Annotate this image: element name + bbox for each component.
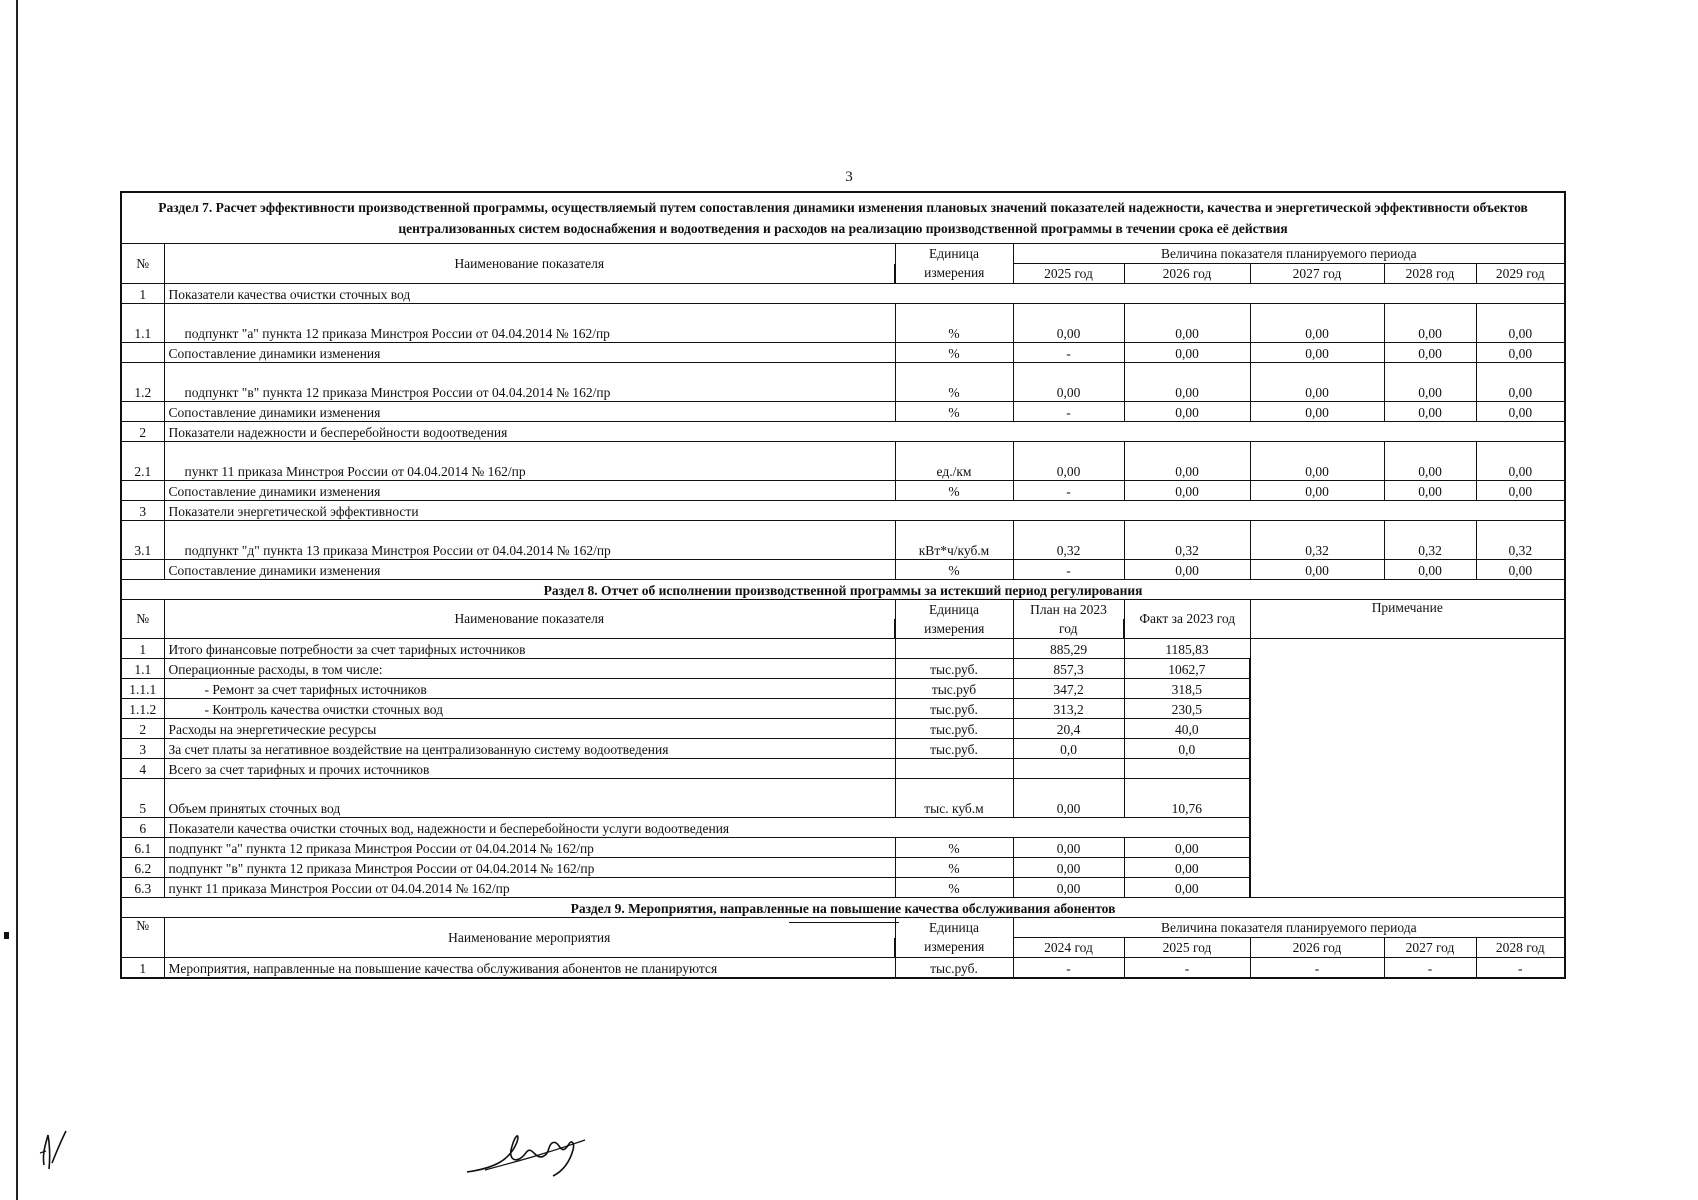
plan-value: 0,00	[1013, 878, 1124, 898]
value-cell: 0,00	[1384, 442, 1476, 481]
table-row	[121, 284, 1565, 304]
value-cell: 0,32	[1384, 521, 1476, 560]
section9-title: Раздел 9. Мероприятия, направленные на повышение качества обслуживания абонентов	[121, 898, 1565, 918]
indicator-name: пункт 11 приказа Минстроя России от 04.04.2014 № 162/пр	[164, 878, 895, 898]
row-number: 3	[121, 501, 164, 521]
plan-value: 0,00	[1013, 858, 1124, 878]
s9-year-header: 2027 год	[1384, 938, 1476, 958]
row-number: 2	[121, 719, 164, 739]
value-cell: 0,00	[1384, 304, 1476, 343]
group-title: Показатели качества очистки сточных вод	[164, 284, 1565, 304]
row-number: 6.3	[121, 878, 164, 898]
table-row	[121, 560, 1565, 580]
plan-value: 885,29	[1013, 639, 1124, 659]
s7-header-name: Наименование показателя	[164, 244, 895, 284]
value-cell: 0,32	[1124, 521, 1250, 560]
fact-value: 0,00	[1124, 858, 1250, 878]
row-number: 6.1	[121, 838, 164, 858]
plan-value: 20,4	[1013, 719, 1124, 739]
value-cell: 0,32	[1013, 521, 1124, 560]
table-row	[121, 402, 1565, 422]
value-cell: 0,00	[1384, 481, 1476, 501]
unit-cell: тыс.руб.	[895, 699, 1013, 719]
group-title: Показатели качества очистки сточных вод, надежности и бесперебойности услуги водоотведения	[164, 818, 1250, 838]
row-number: 2	[121, 422, 164, 442]
s7-year-header: 2026 год	[1124, 264, 1250, 284]
indicator-name: - Контроль качества очистки сточных вод	[164, 699, 895, 719]
plan-value: 0,00	[1013, 779, 1124, 818]
indicator-name: подпункт "д" пункта 13 приказа Минстроя России от 04.04.2014 № 162/пр	[164, 521, 895, 560]
unit-cell	[895, 759, 1013, 779]
fact-value: 40,0	[1124, 719, 1250, 739]
value-cell: 0,00	[1250, 343, 1384, 363]
unit-cell: %	[895, 858, 1013, 878]
row-number: 2.1	[121, 442, 164, 481]
value-cell: 0,00	[1124, 343, 1250, 363]
table-row	[121, 958, 1565, 979]
s9-year-header: 2024 год	[1013, 938, 1124, 958]
value-cell: 0,00	[1124, 363, 1250, 402]
row-number: 3.1	[121, 521, 164, 560]
plan-value	[1013, 759, 1124, 779]
value-cell: -	[1013, 402, 1124, 422]
indicator-name: Сопоставление динамики изменения	[164, 481, 895, 501]
value-cell: 0,00	[1476, 304, 1565, 343]
indicator-name: Сопоставление динамики изменения	[164, 560, 895, 580]
indicator-name: Сопоставление динамики изменения	[164, 343, 895, 363]
table-row	[121, 521, 1565, 560]
fact-value	[1124, 759, 1250, 779]
s9-year-header: 2025 год	[1124, 938, 1250, 958]
unit-cell: кВт*ч/куб.м	[895, 521, 1013, 560]
row-number	[121, 560, 164, 580]
fact-value: 1062,7	[1124, 659, 1250, 679]
value-cell: -	[1124, 958, 1250, 979]
value-cell: 0,00	[1384, 560, 1476, 580]
unit-cell: ед./км	[895, 442, 1013, 481]
s8-header-unit-line1: Единица	[895, 600, 1013, 620]
page-number: 3	[845, 169, 853, 185]
report-table	[120, 191, 1566, 979]
indicator-name: - Ремонт за счет тарифных источников	[164, 679, 895, 699]
value-cell: 0,00	[1124, 481, 1250, 501]
row-number	[121, 402, 164, 422]
s9-year-header: 2026 год	[1250, 938, 1384, 958]
row-number: 6.2	[121, 858, 164, 878]
group-title: Показатели энергетической эффективности	[164, 501, 1565, 521]
value-cell: 0,00	[1013, 363, 1124, 402]
row-number: 1	[121, 958, 164, 979]
indicator-name: Сопоставление динамики изменения	[164, 402, 895, 422]
fact-value: 10,76	[1124, 779, 1250, 818]
row-number: 1	[121, 639, 164, 659]
value-cell: 0,00	[1013, 304, 1124, 343]
table-row	[121, 442, 1565, 481]
s8-header-num: №	[121, 600, 164, 639]
s7-header-unit-line1: Единица	[895, 244, 1013, 264]
value-cell: 0,00	[1476, 442, 1565, 481]
value-cell: 0,32	[1476, 521, 1565, 560]
unit-cell: %	[895, 878, 1013, 898]
row-number: 3	[121, 739, 164, 759]
unit-cell: тыс.руб	[895, 679, 1013, 699]
row-number: 1.2	[121, 363, 164, 402]
value-cell: 0,00	[1384, 402, 1476, 422]
unit-cell: тыс.руб.	[895, 659, 1013, 679]
s8-header-plan-line1: План на 2023	[1013, 600, 1124, 620]
table-row	[121, 422, 1565, 442]
value-cell: 0,00	[1250, 304, 1384, 343]
s7-header-unit-line2: измерения	[895, 264, 1013, 284]
value-cell: 0,32	[1250, 521, 1384, 560]
row-number: 1.1	[121, 304, 164, 343]
note-cell	[1250, 639, 1565, 898]
indicator-name: подпункт "а" пункта 12 приказа Минстроя России от 04.04.2014 № 162/пр	[164, 304, 895, 343]
value-cell: 0,00	[1124, 560, 1250, 580]
value-cell: 0,00	[1476, 481, 1565, 501]
indicator-name: пункт 11 приказа Минстроя России от 04.04.2014 № 162/пр	[164, 442, 895, 481]
unit-cell: тыс.руб.	[895, 719, 1013, 739]
s7-header-period: Величина показателя планируемого периода	[1013, 244, 1565, 264]
group-title: Показатели надежности и бесперебойности водоотведения	[164, 422, 1565, 442]
s9-header-name: Наименование мероприятия	[164, 918, 895, 958]
row-number: 5	[121, 779, 164, 818]
s8-header-unit-line2: измерения	[895, 619, 1013, 639]
value-cell: -	[1476, 958, 1565, 979]
fact-value: 0,00	[1124, 878, 1250, 898]
row-number: 1.1	[121, 659, 164, 679]
unit-cell: %	[895, 343, 1013, 363]
value-cell: 0,00	[1124, 442, 1250, 481]
indicator-name: подпункт "в" пункта 12 приказа Минстроя России от 04.04.2014 № 162/пр	[164, 858, 895, 878]
value-cell: -	[1384, 958, 1476, 979]
value-cell: -	[1250, 958, 1384, 979]
value-cell: 0,00	[1476, 560, 1565, 580]
row-number: 1.1.1	[121, 679, 164, 699]
row-number	[121, 481, 164, 501]
indicator-name: Объем принятых сточных вод	[164, 779, 895, 818]
plan-value: 857,3	[1013, 659, 1124, 679]
unit-cell: %	[895, 560, 1013, 580]
fact-value: 0,00	[1124, 838, 1250, 858]
unit-cell	[895, 639, 1013, 659]
value-cell: -	[1013, 343, 1124, 363]
table-row	[121, 481, 1565, 501]
value-cell: -	[1013, 560, 1124, 580]
table-row	[121, 501, 1565, 521]
value-cell: 0,00	[1013, 442, 1124, 481]
row-number	[121, 343, 164, 363]
value-cell: 0,00	[1384, 343, 1476, 363]
closing-divider	[789, 922, 899, 923]
value-cell: 0,00	[1250, 481, 1384, 501]
unit-cell: %	[895, 363, 1013, 402]
s7-year-header: 2025 год	[1013, 264, 1124, 284]
unit-cell: тыс. куб.м	[895, 779, 1013, 818]
s7-year-header: 2028 год	[1384, 264, 1476, 284]
indicator-name: подпункт "в" пункта 12 приказа Минстроя России от 04.04.2014 № 162/пр	[164, 363, 895, 402]
value-cell: 0,00	[1476, 343, 1565, 363]
value-cell: 0,00	[1476, 402, 1565, 422]
plan-value: 0,00	[1013, 838, 1124, 858]
unit-cell: %	[895, 838, 1013, 858]
value-cell: -	[1013, 481, 1124, 501]
fact-value: 1185,83	[1124, 639, 1250, 659]
value-cell: 0,00	[1250, 402, 1384, 422]
value-cell: 0,00	[1124, 402, 1250, 422]
section7-title: Раздел 7. Расчет эффективности производственной программы, осуществляемый путем сопоставления динамики изменения плановых значений показателей надежности, качества и энергетической эффективности объектов централизованных систем водоснабжения и водоотведения и расходов на реализацию производственной программы в течении срока её действия	[121, 192, 1565, 244]
signature-image	[465, 1120, 615, 1180]
unit-cell: тыс.руб.	[895, 958, 1013, 979]
s9-year-header: 2028 год	[1476, 938, 1565, 958]
s8-header-fact: Факт за 2023 год	[1124, 600, 1250, 639]
row-number: 1	[121, 284, 164, 304]
unit-cell: %	[895, 304, 1013, 343]
s9-header-num: №	[121, 918, 164, 958]
s7-year-header: 2029 год	[1476, 264, 1565, 284]
table-row	[121, 639, 1565, 659]
indicator-name: Итого финансовые потребности за счет тарифных источников	[164, 639, 895, 659]
row-number: 4	[121, 759, 164, 779]
activity-name: Мероприятия, направленные на повышение качества обслуживания абонентов не планируются	[164, 958, 895, 979]
indicator-name: За счет платы за негативное воздействие на централизованную систему водоотведения	[164, 739, 895, 759]
table-row	[121, 363, 1565, 402]
indicator-name: Операционные расходы, в том числе:	[164, 659, 895, 679]
s7-header-num: №	[121, 244, 164, 284]
value-cell: -	[1013, 958, 1124, 979]
value-cell: 0,00	[1476, 363, 1565, 402]
row-number: 1.1.2	[121, 699, 164, 719]
s8-header-name: Наименование показателя	[164, 600, 895, 639]
unit-cell: тыс.руб.	[895, 739, 1013, 759]
s8-header-note: Примечание	[1250, 600, 1565, 639]
value-cell: 0,00	[1250, 560, 1384, 580]
section8-title: Раздел 8. Отчет об исполнении производственной программы за истекший период регулирования	[121, 580, 1565, 600]
fact-value: 0,0	[1124, 739, 1250, 759]
table-row	[121, 343, 1565, 363]
unit-cell: %	[895, 402, 1013, 422]
s9-header-period: Величина показателя планируемого периода	[1013, 918, 1565, 938]
indicator-name: Расходы на энергетические ресурсы	[164, 719, 895, 739]
indicator-name: Всего за счет тарифных и прочих источников	[164, 759, 895, 779]
fact-value: 318,5	[1124, 679, 1250, 699]
unit-cell: %	[895, 481, 1013, 501]
row-number: 6	[121, 818, 164, 838]
fact-value: 230,5	[1124, 699, 1250, 719]
plan-value: 313,2	[1013, 699, 1124, 719]
indicator-name: подпункт "а" пункта 12 приказа Минстроя России от 04.04.2014 № 162/пр	[164, 838, 895, 858]
initials-mark	[36, 1123, 76, 1173]
value-cell: 0,00	[1250, 363, 1384, 402]
plan-value: 0,0	[1013, 739, 1124, 759]
s9-header-unit-line1: Единица	[895, 918, 1013, 938]
value-cell: 0,00	[1384, 363, 1476, 402]
s9-header-unit-line2: измерения	[895, 938, 1013, 958]
s7-year-header: 2027 год	[1250, 264, 1384, 284]
table-row	[121, 304, 1565, 343]
plan-value: 347,2	[1013, 679, 1124, 699]
margin-mark	[4, 932, 9, 939]
value-cell: 0,00	[1250, 442, 1384, 481]
value-cell: 0,00	[1124, 304, 1250, 343]
s8-header-plan-line2: год	[1013, 619, 1124, 639]
